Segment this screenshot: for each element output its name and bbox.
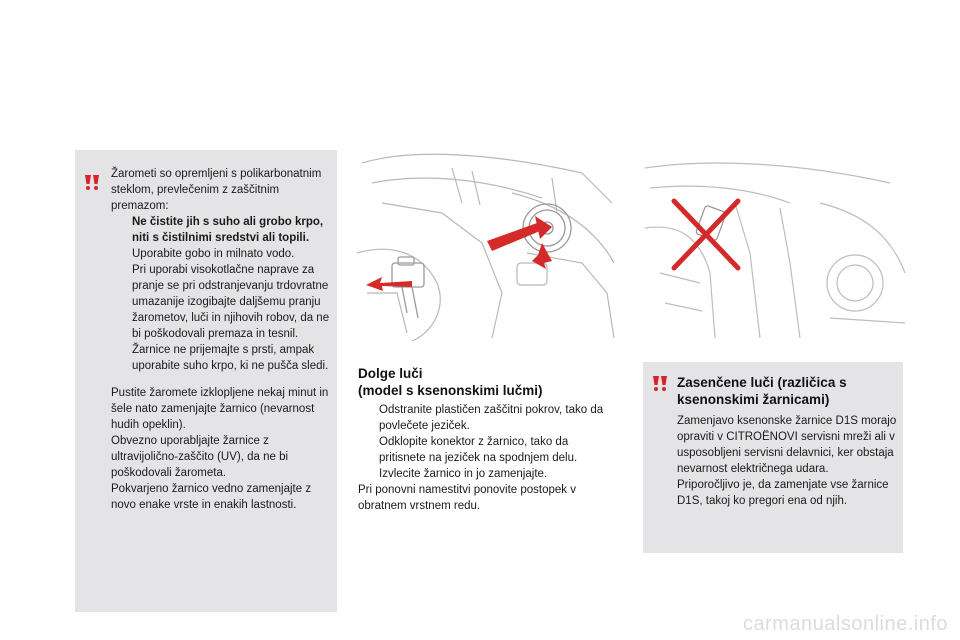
warning-icon (82, 173, 102, 193)
list-item: Odklopite konektor z žarnico, tako da pritisnete na jeziček na spodnjem delu. (379, 436, 578, 464)
paragraph: Priporočljivo je, da zamenjate vse žarnice D1S, takoj ko pregori ena od njih. (677, 479, 889, 507)
list-item: Odstranite plastičen zaščitni pokrov, tako da povlečete jeziček. (379, 404, 604, 432)
intro-text: Žarometi so opremljeni s polikarbonatnim steklom, prevlečenim z zaščitnim premazom: (111, 168, 322, 212)
paragraph: Pustite žaromete izklopljene nekaj minut in šele nato zamenjajte žarnico (nevarnost hudih opeklin). (111, 387, 329, 431)
list-item: Izvlecite žarnico in jo zamenjajte. (379, 468, 548, 480)
warning-text (111, 166, 333, 513)
warning-icon (650, 374, 670, 394)
section-subtitle: (model s ksenonskimi lučmi) (358, 383, 543, 398)
list-item: Pri uporabi visokotlačne naprave za pranje se pri odstranjevanju trdovratne umazanije izogibajte daljšemu pranju žarometov, luči in njihovih robov, da ne bi poškodovali premaza in tesnil. (132, 264, 330, 340)
xenon-subtitle: ksenonskimi žarnicami) (677, 392, 830, 407)
xenon-text (677, 413, 902, 509)
paragraph: Zamenjavo ksenonske žarnice D1S morajo opraviti v CITROËNOVI servisni mreži ali v usposobljeni servisni delavnici, ker obstaja nevarnost električnega udara. (677, 415, 897, 475)
list-item: Žarnice ne prijemajte s prsti, ampak uporabite suho krpo, ki ne pušča sledi. (132, 344, 329, 372)
procedure-list (358, 402, 613, 482)
care-list (111, 214, 333, 374)
procedure-footer: Pri ponovni namestitvi ponovite postopek v obratnem vrstnem redu. (358, 484, 576, 512)
section-title: Dolge luči (358, 366, 423, 381)
paragraph: Obvezno uporabljajte žarnice z ultravijolično-zaščito (UV), da ne bi poškodovali žarometa. (111, 435, 289, 479)
cross-icon (674, 201, 738, 268)
xenon-title: Zasenčene luči (različica s (677, 375, 847, 390)
watermark: carmanualsonline.info (742, 613, 948, 635)
low-beam-illustration (640, 143, 910, 343)
list-item: Ne čistite jih s suho ali grobo krpo, niti s čistilnimi sredstvi ali topili. (132, 216, 324, 244)
procedure-text (358, 402, 613, 514)
paragraph: Pokvarjeno žarnico vedno zamenjajte z novo enake vrste in enakih lastnosti. (111, 483, 312, 511)
arrow-icon (366, 216, 552, 291)
headlamp-cover-illustration (352, 143, 620, 343)
xenon-heading (677, 374, 899, 408)
section-heading (358, 365, 618, 399)
list-item: Uporabite gobo in milnato vodo. (132, 248, 295, 260)
